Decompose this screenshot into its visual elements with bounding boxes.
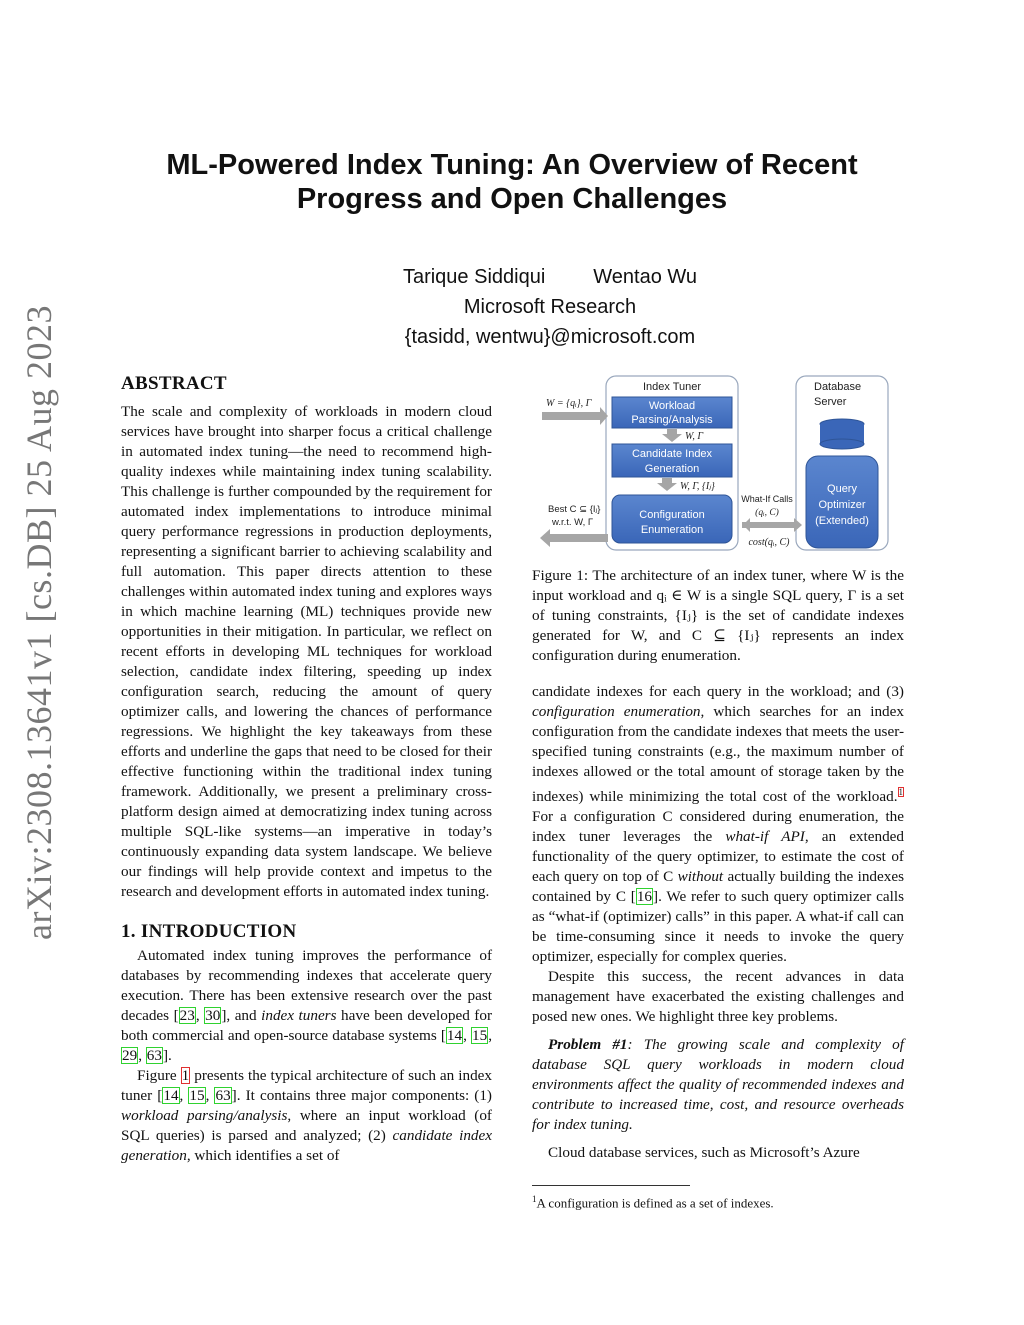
candidate-box-label: Candidate Index bbox=[631, 448, 713, 460]
citation-link[interactable]: 30 bbox=[205, 1007, 221, 1024]
whatif-label: (qᵢ, C) bbox=[755, 508, 779, 518]
output-label: w.r.t. W, Γ bbox=[552, 517, 594, 528]
index-tuner-label: Index Tuner bbox=[642, 381, 702, 393]
cost-label: cost(qᵢ, C) bbox=[748, 537, 790, 548]
right-paragraph-1: candidate indexes for each query in the workload; and (3) configuration enumeration, which searches for an index configuration from the candidate indexes that meets the user-specified tuning constraints (e.g., the maximum number of indexes allowed or the total amount of storage taken by the indexes) while minimizing the total cost of the workload.$^1$ For a configuration C considered during enumeration, the index tuner leverages the what-if API, an extended functionality of the query optimizer, to estimate the cost of each query on top of C without actually building the indexes contained by C [16]. We refer to such query optimizer calls as “what-if (optimizer) calls” in this paper. A what-if call can be time-consuming since it needs to invoke the query optimizer, especially for complex queries. bbox=[532, 683, 905, 966]
citation-link[interactable]: 23 bbox=[179, 1007, 195, 1024]
title-line-1: ML-Powered Index Tuning: An Overview of Recent bbox=[166, 149, 858, 181]
citation-link[interactable]: 14 bbox=[163, 1087, 179, 1104]
footnote-divider bbox=[532, 1185, 690, 1186]
intro-heading: 1. INTRODUCTION bbox=[121, 921, 297, 942]
config-box-label: Configuration bbox=[639, 509, 705, 521]
left-column bbox=[121, 374, 492, 1166]
output-arrow-icon bbox=[540, 529, 608, 547]
figure-link[interactable]: 1 bbox=[181, 1067, 190, 1084]
footnote: $^1$A configuration is defined as a set of indexes. bbox=[532, 1194, 774, 1211]
whatif-label: What-If Calls bbox=[741, 494, 793, 504]
figure-1 bbox=[532, 372, 904, 562]
author-email[interactable]: {tasidd, wentwu}@microsoft.com bbox=[404, 326, 696, 348]
citation-link[interactable]: 16 bbox=[636, 888, 653, 906]
database-server-label: Server bbox=[814, 396, 847, 408]
arrow-label: W, Γ, {Iⱼ} bbox=[680, 481, 715, 492]
abstract-text: The scale and complexity of workloads in modern cloud services have brought into sharper focus a critical challenge in automated index tuning—the need to recommend high-quality indexes while maintaining index tuning scalability. This challenge is further compounded by the requirement for automated index implementations to introduce minimal query performance regressions in production deployments, representing a significant barrier to achieving scalability and full automation. This paper directs attention to these challenges within automated index tuning and explores ways in which machine learning (ML) techniques provide new opportunities in their mitigation. In particular, we reflect on recent efforts in developing ML techniques for workload selection, candidate index filtering, speeding up index configuration search, reducing the amount of query optimizer calls, and lowering the chances of performance regressions. We highlight the key takeaways from these efforts and underline the gaps that need to be closed for their effective functioning within the traditional index tuning framework. Additionally, we present a preliminary cross-platform design aimed at democratizing index tuning across multiple SQL-like systems—an imperative in today’s continuously expanding data system landscape. We believe our findings will help provide context and impetus to the research and development efforts in automated index tuning. bbox=[121, 403, 492, 900]
optimizer-box-label: Query bbox=[827, 483, 857, 495]
citation-link[interactable]: 15 bbox=[189, 1087, 205, 1104]
problem-statement: Problem #1: The growing scale and complexity of database SQL query workloads in modern cloud environments affect the quality of recommended indexes and contribute to increased time, cost, and resource overheads for index tuning. bbox=[532, 1036, 904, 1134]
optimizer-box-label: (Extended) bbox=[815, 515, 869, 527]
candidate-box-label: Generation bbox=[644, 463, 700, 475]
paper-title bbox=[110, 148, 914, 216]
abstract-heading: ABSTRACT bbox=[121, 373, 227, 394]
citation-link[interactable]: 63 bbox=[146, 1047, 162, 1064]
arxiv-stamp[interactable]: arXiv:2308.13641v1 [cs.DB] 25 Aug 2023 bbox=[19, 305, 59, 940]
config-box-label: Enumeration bbox=[640, 524, 704, 536]
database-server-label: Database bbox=[814, 381, 862, 393]
right-column bbox=[532, 682, 904, 1163]
footnote-link[interactable]: 1 bbox=[898, 787, 903, 797]
author-name: Wentao Wu bbox=[593, 266, 698, 288]
intro-paragraph-2: Figure 1 presents the typical architecture of such an index tuner [14, 15, 63]. It contains three major components: (1) workload parsing/analysis, where an input workload (of SQL queries) is parsed and analyzed; (2) candidate index generation, which identifies a set of bbox=[121, 1067, 492, 1164]
output-label: Best C ⊆ {Iⱼ} bbox=[548, 504, 601, 515]
workload-box-label: Parsing/Analysis bbox=[631, 414, 713, 426]
intro-paragraph-1: Automated index tuning improves the performance of databases by recommending indexes that accelerate query execution. There has been extensive research over the past decades [23, 30], and index tuners have been developed for both commercial and open-source database systems [14, 15, 29, 63]. bbox=[121, 947, 493, 1064]
citation-link[interactable]: 14 bbox=[446, 1027, 463, 1044]
affiliation: Microsoft Research bbox=[463, 296, 637, 318]
author-name: Tarique Siddiqui bbox=[402, 266, 546, 288]
citation-link[interactable]: 15 bbox=[472, 1027, 488, 1044]
architecture-diagram bbox=[532, 372, 904, 562]
right-paragraph-3: Cloud database services, such as Microsoft’s Azure bbox=[548, 1144, 860, 1162]
title-line-2: Progress and Open Challenges bbox=[296, 183, 728, 215]
citation-link[interactable]: 29 bbox=[122, 1047, 138, 1064]
optimizer-box-label: Optimizer bbox=[818, 499, 866, 511]
author-block bbox=[330, 262, 770, 352]
input-arrow-icon bbox=[542, 407, 608, 425]
arrow-label: W, Γ bbox=[685, 431, 704, 442]
figure-caption-block bbox=[532, 566, 904, 666]
input-label: W = {qᵢ}, Γ bbox=[546, 398, 592, 409]
workload-box-label: Workload bbox=[648, 400, 696, 412]
right-paragraph-2: Despite this success, the recent advances in data management have exacerbated the existing challenges and posed new ones. We highlight three key problems. bbox=[532, 968, 904, 1026]
figure-caption: Figure 1: The architecture of an index tuner, where W is the input workload and qᵢ ∈ W is a single SQL query, Γ is a set of tuning constraints, {Iⱼ} is the set of candidate indexes generated for W, and C ⊆ {Iⱼ} represents an index configuration during enumeration. bbox=[532, 567, 904, 664]
citation-link[interactable]: 63 bbox=[215, 1087, 231, 1104]
